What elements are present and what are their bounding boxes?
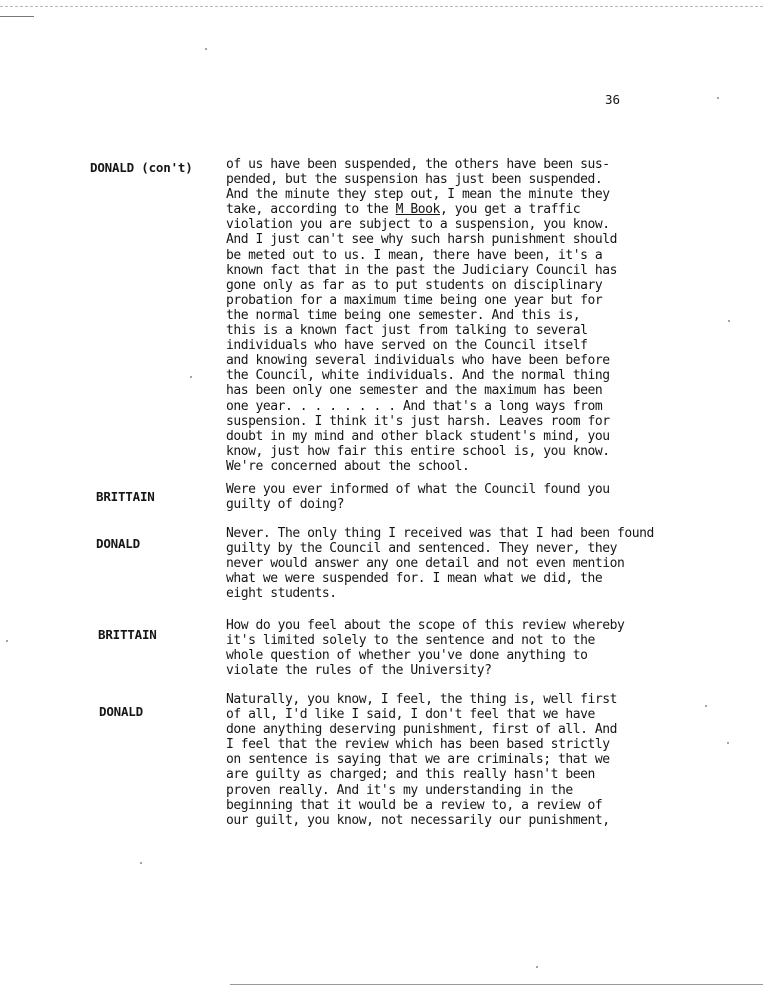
text-segment: , you get a traffic bbox=[439, 202, 581, 218]
text-line: on sentence is saying that we are criminals; that we bbox=[226, 752, 610, 768]
text-line: of us have been suspended, the others have been sus- bbox=[226, 157, 610, 172]
scan-speck bbox=[205, 48, 207, 50]
speaker-label: BRITTAIN bbox=[98, 627, 157, 642]
scan-speck bbox=[140, 862, 142, 864]
text-line: violation you are subject to a suspension, you know. bbox=[226, 217, 610, 233]
text-line: of all, I'd like I said, I don't feel that we have bbox=[226, 707, 595, 723]
text-line: Never. The only thing I received was that I had been found bbox=[226, 526, 654, 541]
text-line: How do you feel about the scope of this review whereby bbox=[226, 618, 625, 633]
text-line: beginning that it would be a review to, a review of bbox=[226, 797, 603, 813]
text-line: And I just can't see why such harsh punishment should bbox=[226, 232, 617, 248]
dialogue-text bbox=[226, 618, 736, 678]
text-line: our guilt, you know, not necessarily our punishment, bbox=[226, 812, 610, 828]
text-line: known fact that in the past the Judiciary Council has bbox=[226, 262, 617, 278]
dialogue-text bbox=[226, 157, 736, 474]
text-line bbox=[226, 202, 736, 217]
text-line: suspension. I think it's just harsh. Leaves room for bbox=[226, 413, 610, 429]
scan-speck bbox=[190, 376, 192, 378]
text-line: And the minute they step out, I mean the minute they bbox=[226, 187, 610, 203]
text-line: it's limited solely to the sentence and not to the bbox=[226, 633, 595, 649]
dialogue-text bbox=[226, 526, 736, 601]
text-segment: take, according to the bbox=[226, 202, 396, 218]
text-line: the Council, white individuals. And the normal thing bbox=[226, 368, 610, 384]
scan-speck bbox=[6, 640, 8, 642]
text-line: Were you ever informed of what the Council found you bbox=[226, 482, 610, 497]
text-line: eight students. bbox=[226, 586, 337, 602]
text-line: I feel that the review which has been based strictly bbox=[226, 737, 610, 753]
page-edge-mark bbox=[0, 16, 34, 17]
text-line: done anything deserving punishment, first of all. And bbox=[226, 722, 617, 738]
text-line: guilty of doing? bbox=[226, 497, 345, 513]
scan-speck bbox=[727, 742, 729, 744]
text-line: whole question of whether you've done anything to bbox=[226, 648, 588, 664]
text-line: gone only as far as to put students on disciplinary bbox=[226, 277, 603, 293]
scan-speck bbox=[536, 966, 538, 968]
text-line: are guilty as charged; and this really hasn't been bbox=[226, 767, 595, 783]
text-line: proven really. And it's my understanding in the bbox=[226, 782, 573, 798]
page-top-edge bbox=[0, 6, 763, 7]
text-line: doubt in my mind and other black student's mind, you bbox=[226, 428, 610, 444]
speaker-label: DONALD bbox=[96, 536, 140, 551]
speaker-label: BRITTAIN bbox=[96, 489, 155, 504]
speaker-label: DONALD bbox=[99, 704, 143, 719]
text-line: Naturally, you know, I feel, the thing is, well first bbox=[226, 692, 617, 707]
text-line: and knowing several individuals who have been before bbox=[226, 353, 610, 369]
dialogue-text bbox=[226, 482, 736, 512]
scan-speck bbox=[728, 320, 730, 322]
speaker-label: DONALD (con't) bbox=[90, 160, 193, 175]
text-line: We're concerned about the school. bbox=[226, 458, 470, 474]
text-line: violate the rules of the University? bbox=[226, 663, 492, 679]
underlined-title: M Book bbox=[395, 202, 440, 218]
scan-speck bbox=[717, 97, 719, 99]
text-line: one year. . . . . . . . And that's a long ways from bbox=[226, 398, 603, 414]
text-line: the normal time being one semester. And this is, bbox=[226, 307, 581, 323]
text-line: what we were suspended for. I mean what we did, the bbox=[226, 571, 603, 587]
text-line: never would answer any one detail and not even mention bbox=[226, 556, 625, 572]
text-line: probation for a maximum time being one year but for bbox=[226, 292, 603, 308]
text-line: has been only one semester and the maximum has been bbox=[226, 383, 603, 399]
text-line: pended, but the suspension has just been suspended. bbox=[226, 172, 603, 188]
scan-speck bbox=[705, 705, 707, 707]
page-bottom-edge bbox=[230, 984, 763, 985]
text-line: individuals who have served on the Council itself bbox=[226, 338, 588, 354]
text-line: be meted out to us. I mean, there have been, it's a bbox=[226, 247, 603, 263]
dialogue-text bbox=[226, 692, 736, 828]
text-line: know, just how fair this entire school is, you know. bbox=[226, 443, 610, 459]
text-line: this is a known fact just from talking to several bbox=[226, 323, 588, 339]
text-line: guilty by the Council and sentenced. They never, they bbox=[226, 541, 617, 557]
page-number: 36 bbox=[605, 92, 621, 107]
